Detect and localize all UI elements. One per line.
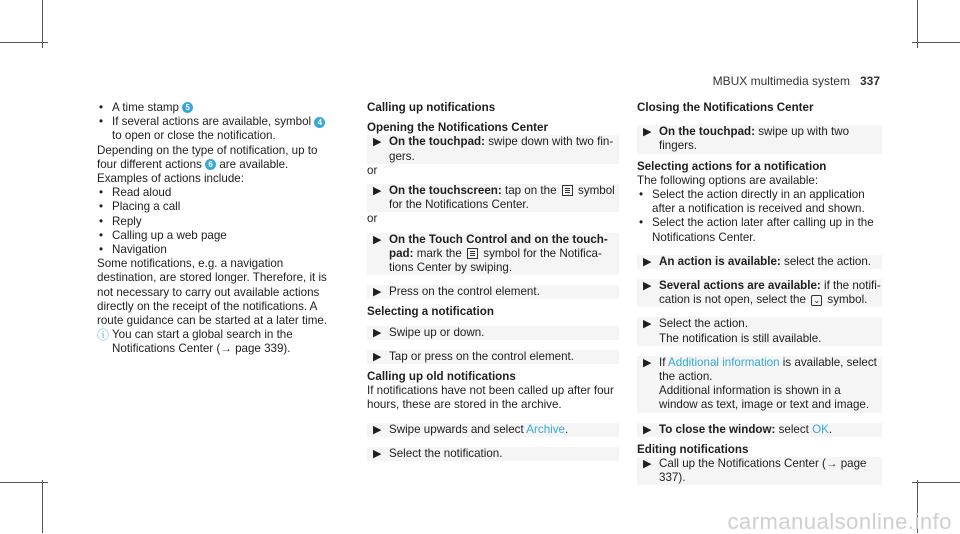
action-text: symbol for the Notifications Center. <box>389 184 615 212</box>
action-step <box>637 423 882 437</box>
column-2 <box>367 101 619 461</box>
subheading: Editing notifications <box>637 442 749 456</box>
callout-number: 6 <box>205 159 216 170</box>
arrow-icon: ▶ <box>373 286 382 299</box>
crop-mark <box>0 42 48 43</box>
list-item-text: to open or close the notification. <box>112 129 276 143</box>
crop-mark <box>42 480 43 533</box>
section-heading: Calling up notifications <box>367 101 496 114</box>
action-text: if the notification is not open, select the <box>659 279 881 307</box>
action-text: . <box>564 422 569 436</box>
action-step <box>637 317 882 345</box>
paragraph: Some notifications, e.g. a navigation destination, are stored longer. Therefore, it is not necessary to carry out available actions directly on the receipt of the notifications. A route guidance can be started at a later time. <box>97 257 328 328</box>
watermark: carmanualsonline.info <box>727 508 952 534</box>
archive-link: Archive <box>526 422 565 436</box>
action-step <box>367 423 619 437</box>
chevron-down-icon: ⌄ <box>811 295 822 306</box>
action-text: . <box>828 422 833 436</box>
action-step <box>367 326 619 340</box>
action-step <box>637 125 882 153</box>
callout-number: 4 <box>314 117 325 128</box>
list-item: • Navigation <box>97 243 329 257</box>
examples-intro: Examples of actions include: <box>97 172 244 186</box>
action-step <box>637 255 882 269</box>
page-number: 337 <box>859 74 880 88</box>
action-text: Call up the Notifications Center (→ page 337). <box>659 457 867 485</box>
info-icon: ⓘ <box>97 328 110 343</box>
action-text: Tap or press on the control element. <box>389 349 574 363</box>
action-text: is available, select the action. <box>659 355 877 384</box>
action-label: On the Touch Control and on the touchpad: <box>389 232 608 260</box>
action-result: Additional information is shown in a window as text, image or text and image. <box>659 384 870 412</box>
action-label: On the touchpad: <box>389 135 485 149</box>
arrow-icon: ▶ <box>643 318 652 331</box>
list-item <box>97 115 329 143</box>
paragraph <box>97 144 329 172</box>
arrow-icon: ▶ <box>373 136 382 149</box>
action-text: Select the notification. <box>389 446 503 460</box>
arrow-icon: ▶ <box>373 423 382 436</box>
action-text: select <box>778 422 809 436</box>
action-label: On the touchscreen: <box>389 184 502 198</box>
notifications-list-icon <box>562 185 573 196</box>
action-text: swipe up with two fingers. <box>659 125 850 153</box>
list-item: • Placing a call <box>97 200 329 214</box>
action-text: tap on the <box>504 184 557 198</box>
list-item: • Reply <box>97 215 329 229</box>
list-item: • Calling up a web page <box>97 229 329 243</box>
crop-mark <box>912 482 960 483</box>
list-item-text: A time stamp <box>112 101 180 114</box>
action-label: On the touchpad: <box>659 125 755 139</box>
arrow-icon: ▶ <box>643 356 652 369</box>
subheading: Calling up old notifications <box>367 370 516 384</box>
paragraph: The following options are available: <box>637 173 819 187</box>
column-3 <box>637 101 882 485</box>
action-label: An action is available: <box>659 254 781 268</box>
note-text: You can start a global search in the Notifications Center (→ page 339). <box>112 328 293 356</box>
action-step <box>637 457 882 485</box>
arrow-icon: ▶ <box>373 233 382 246</box>
header-title: MBUX multimedia system <box>712 74 850 88</box>
crop-mark <box>912 42 960 43</box>
list-item: • Read aloud <box>97 186 329 200</box>
arrow-icon: ▶ <box>373 350 382 363</box>
list-item <box>97 101 329 115</box>
callout-number: 5 <box>182 102 193 113</box>
paragraph-text: are available. <box>219 157 289 171</box>
subheading: Selecting a notification <box>367 305 494 319</box>
arrow-icon: ▶ <box>643 458 652 471</box>
action-step <box>367 184 619 212</box>
arrow-icon: ▶ <box>373 447 382 460</box>
notifications-list-icon <box>467 248 478 259</box>
ok-link: OK <box>812 422 829 436</box>
action-step <box>637 356 882 413</box>
list-item-text: If several actions are available, symbol <box>112 115 312 129</box>
action-label: Several actions are available: <box>659 279 821 293</box>
arrow-icon: ▶ <box>643 280 652 293</box>
additional-information-link: Additional information <box>668 355 780 369</box>
action-step <box>367 447 619 461</box>
action-text: mark the <box>416 246 462 260</box>
subheading: Opening the Notifications Center <box>367 121 548 135</box>
action-label: To close the window: <box>659 422 776 436</box>
action-text: symbol. <box>827 293 868 307</box>
action-step <box>367 350 619 364</box>
action-text: Press on the control element. <box>389 285 540 299</box>
action-step <box>367 135 619 163</box>
action-text: select the action. <box>784 254 872 268</box>
action-text: symbol for the Notifications Center by swiping. <box>389 246 602 275</box>
paragraph-text: Depending on the type of notification, up to four different actions <box>97 143 318 171</box>
section-heading: Closing the Notifications Center <box>637 101 814 114</box>
list-item: • Select the action later after calling up in the Notifications Center. <box>637 216 882 244</box>
action-text: swipe down with two fingers. <box>389 135 614 163</box>
or-text: or <box>367 212 378 226</box>
action-result: The notification is still available. <box>659 331 822 345</box>
action-text: If <box>659 355 666 369</box>
page-header <box>713 74 880 88</box>
arrow-icon: ▶ <box>643 423 652 436</box>
subheading: Selecting actions for a notification <box>637 159 827 173</box>
column-1 <box>97 101 329 357</box>
list-item: • Select the action directly in an application after a notification is received and shown. <box>637 188 882 216</box>
action-text: Swipe upwards and select <box>389 422 524 436</box>
arrow-icon: ▶ <box>373 326 382 339</box>
crop-mark <box>42 0 43 48</box>
note <box>97 328 329 356</box>
action-step <box>367 233 619 276</box>
arrow-icon: ▶ <box>373 185 382 198</box>
or-text: or <box>367 163 378 177</box>
arrow-icon: ▶ <box>643 255 652 268</box>
crop-mark <box>0 482 48 483</box>
action-text: Select the action. <box>659 317 748 331</box>
action-step <box>367 285 619 299</box>
crop-mark <box>917 0 918 48</box>
arrow-icon: ▶ <box>643 126 652 139</box>
action-step <box>637 279 882 307</box>
paragraph: If notifications have not been called up after four hours, these are stored in the archive. <box>367 384 614 412</box>
action-text: Swipe up or down. <box>389 325 485 339</box>
